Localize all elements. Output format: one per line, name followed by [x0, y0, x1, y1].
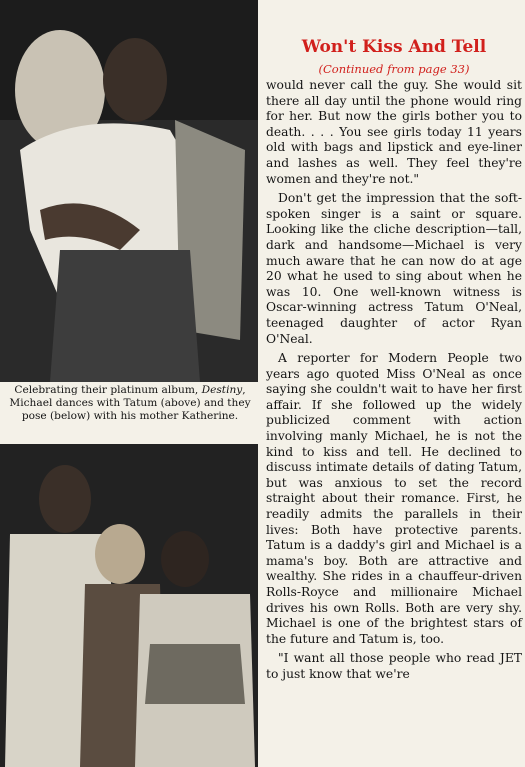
paragraph-2: Don't get the impression that the soft-spoken singer is a saint or square. Looking like the cliche description—tall, dark and handsome—Michael is very much aware that he can now do at age 20 what he used to sing about when he was 10. One well-known witness is Oscar-winning actress Tatum O'Neal, teenaged daughter of actor Ryan O'Neal. — [266, 191, 522, 346]
article-title: Won't Kiss And Tell — [301, 37, 487, 57]
caption-text-1: Celebrating their platinum album, — [14, 384, 202, 396]
paragraph-1: would never call the guy. She would sit there all day until the phone would ring for her. But now the girls bother you to death. . . . You see girls today 11 years old with bags and lipstick and eye-liner and lashes as well. They feel they're women and they're not." — [266, 78, 522, 186]
caption-text-2: , Michael dances with Tatum (above) and they pose (below) with his mother Katherine. — [9, 384, 251, 422]
continued-note: (Continued from page 33) — [318, 62, 470, 76]
photo-group-pose — [0, 444, 258, 767]
photo-dancing — [0, 0, 258, 382]
caption-album-title: Destiny — [201, 384, 243, 396]
paragraph-4: "I want all those people who read JET to just know that we're — [266, 651, 522, 681]
article-body — [266, 78, 522, 683]
photo-caption — [8, 384, 252, 423]
article-column — [266, 36, 522, 687]
paragraph-3: A reporter for Modern People two years ago quoted Miss O'Neal as once saying she couldn't wait to have her first affair. If she followed up the widely publicized comment with action involving manly Michael, he is not the kind to kiss and tell. He declined to discuss intimate details of dating Tatum, but was anxious to set the record straight about their romance. First, he readily admits the parallels in their lives: Both have protective parents. Tatum is a daddy's girl and Michael is a mama's boy. Both are attractive and wealthy. She rides in a chauffeur-driven Rolls-Royce and millionaire Michael drives his own Rolls. Both are very shy. Michael is one of the brightest stars of the future and Tatum is, too. — [266, 351, 522, 646]
